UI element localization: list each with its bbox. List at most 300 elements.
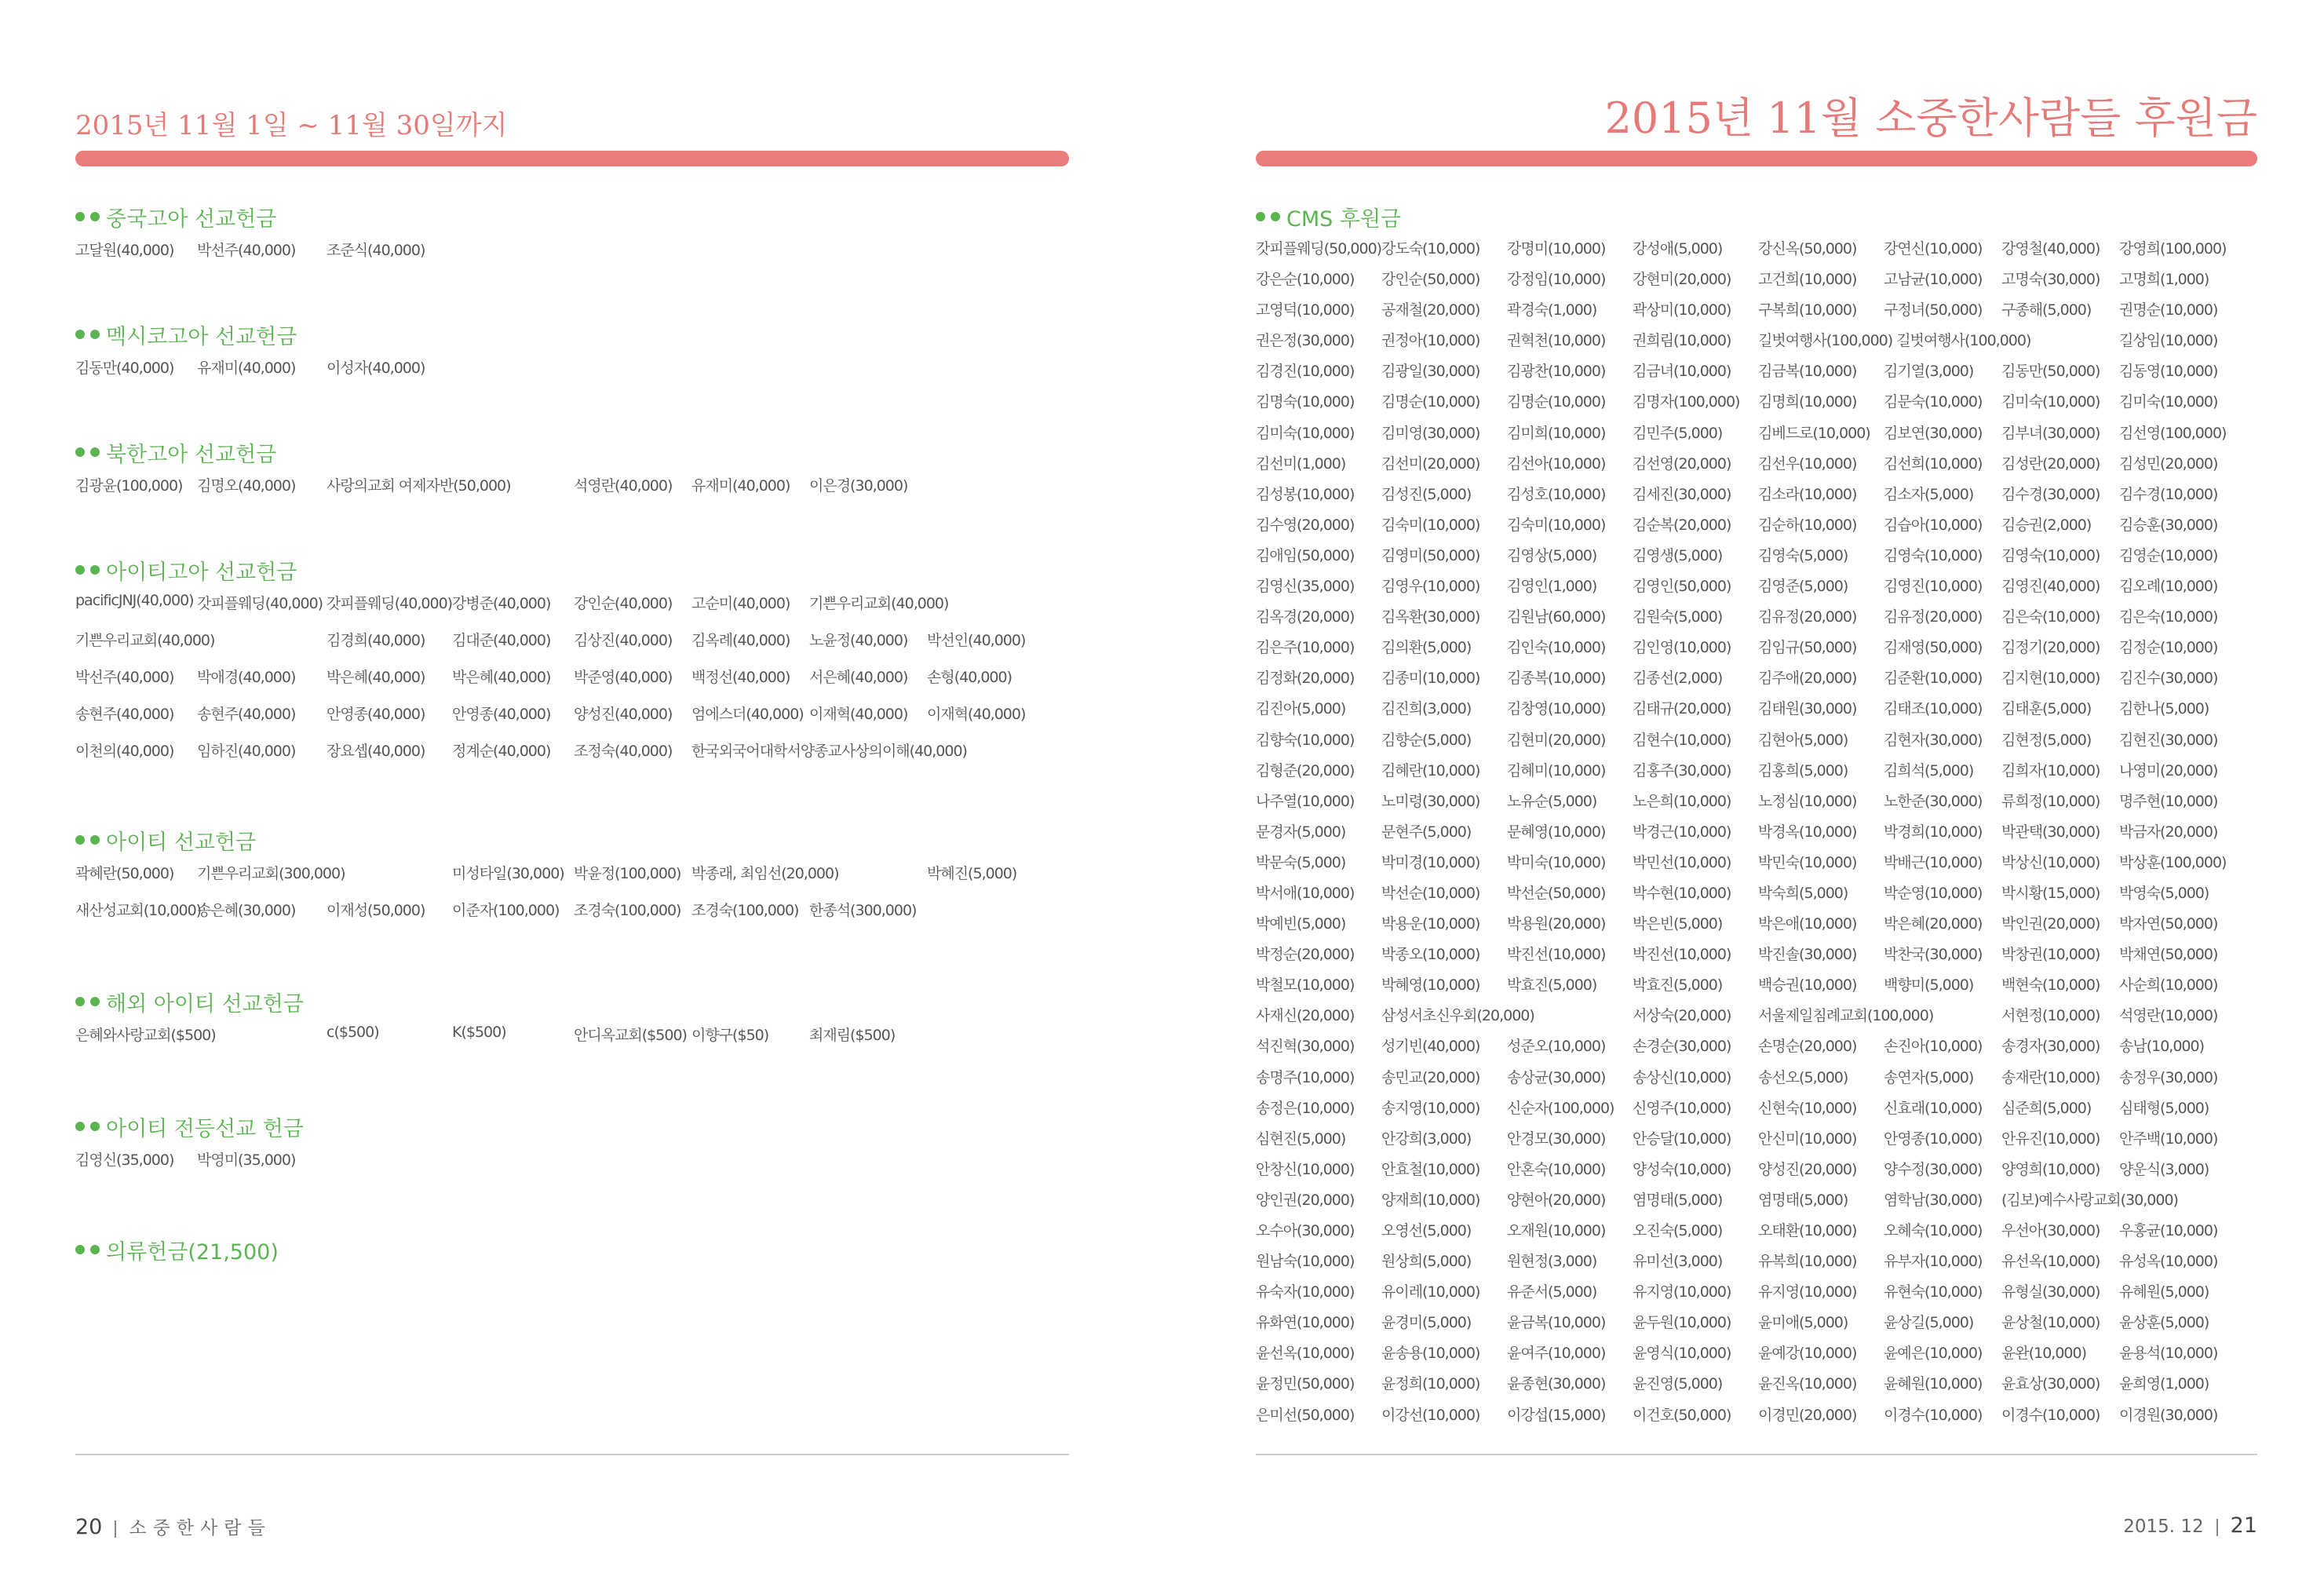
donor-entry: 안영종(40,000) [327, 706, 425, 723]
donor-entry: 강연신(10,000) [1884, 240, 1983, 257]
donor-entry: 송경자(30,000) [2001, 1038, 2100, 1056]
donor-entry: 박진솔(30,000) [1758, 946, 1857, 964]
donor-entry: 유미선(3,000) [1633, 1253, 1723, 1271]
donor-entry: 안유진(10,000) [2001, 1130, 2100, 1148]
donor-entry: 고명숙(30,000) [2001, 271, 2100, 289]
donor-entry: 길상임(10,000) [2119, 332, 2218, 350]
donor-entry: 김영인(50,000) [1633, 578, 1731, 596]
donor-entry: 강은순(10,000) [1256, 271, 1355, 289]
donor-entry: 윤금복(10,000) [1507, 1314, 1606, 1332]
bullet-dots-icon [75, 1122, 100, 1131]
donor-entry: 박상훈(100,000) [2119, 853, 2227, 871]
offering-section [75, 436, 908, 505]
donor-entry: 나영미(20,000) [2119, 761, 2218, 779]
donor-entry: 송남(10,000) [2119, 1038, 2205, 1056]
donor-entry: 이향구($50) [691, 1027, 769, 1044]
donor-entry: 신효래(10,000) [1884, 1099, 1983, 1117]
donor-entry: 손경순(30,000) [1633, 1038, 1731, 1056]
donor-entry: 이재혁(40,000) [809, 706, 908, 723]
donor-entry: 안혼숙(10,000) [1507, 1160, 1606, 1178]
donor-entry: 사순희(10,000) [2119, 976, 2218, 995]
donor-entry: 김재영(50,000) [1884, 639, 1983, 657]
donor-entry: 고명희(1,000) [2119, 271, 2209, 289]
donor-entry: 이은경(30,000) [809, 477, 908, 495]
donor-entry: 성기빈(40,000) [1381, 1038, 1480, 1056]
donor-entry: 김선미(1,000) [1256, 454, 1346, 473]
donor-entry: 김숙미(10,000) [1507, 516, 1606, 534]
donor-entry: 윤상훈(5,000) [2119, 1314, 2209, 1332]
donor-entry: 은혜와사랑교회($500) [75, 1027, 216, 1044]
cms-donor-row [1256, 692, 2209, 723]
donor-entry: 원남숙(10,000) [1256, 1253, 1355, 1271]
cms-donor-row [1256, 385, 2218, 416]
section-title-text: 아이티 전등선교 헌금 [106, 1116, 304, 1141]
donor-entry: 유혜원(5,000) [2119, 1283, 2209, 1301]
bullet-dots-icon [75, 997, 100, 1006]
donor-entry: 윤예강(10,000) [1758, 1345, 1857, 1363]
donor-entry: 박관택(30,000) [2001, 823, 2100, 841]
donor-entry: 김승권(2,000) [2001, 516, 2092, 534]
donor-entry: 박순영(10,000) [1884, 884, 1983, 902]
donor-entry: 원상희(5,000) [1381, 1253, 1472, 1271]
donor-entry: 박예빈(5,000) [1256, 915, 1346, 933]
donor-entry: 이재성(50,000) [327, 902, 425, 919]
donor-entry: 곽상미(10,000) [1633, 301, 1731, 319]
donor-entry: 안주백(10,000) [2119, 1130, 2218, 1148]
donor-entry: 권정아(10,000) [1381, 332, 1480, 350]
donor-entry: 김인숙(10,000) [1507, 639, 1606, 657]
cms-donor-row [1256, 1030, 2205, 1060]
donor-entry: 석진혁(30,000) [1256, 1038, 1355, 1056]
donor-entry: 구정녀(50,000) [1884, 301, 1983, 319]
cms-donor-row [1256, 1184, 2178, 1214]
donor-entry: 이재혁(40,000) [927, 706, 1026, 723]
donor-row [75, 696, 1026, 733]
cms-donor-row [1256, 1092, 2209, 1122]
donor-entry: 문혜영(10,000) [1507, 823, 1606, 841]
donor-entry: 김은주(10,000) [1256, 639, 1355, 657]
cms-section [1256, 201, 2227, 1429]
donor-entry: 심현진(5,000) [1256, 1130, 1346, 1148]
donor-entry: 김애임(50,000) [1256, 546, 1355, 564]
donor-entry: 유형실(30,000) [2001, 1283, 2100, 1301]
donor-entry: 양운식(3,000) [2119, 1160, 2209, 1178]
main-title: 2015년 11월 소중한사람들 후원금 [1604, 93, 2257, 143]
donor-entry: 조준식(40,000) [327, 242, 425, 259]
donor-entry: 박진선(10,000) [1507, 946, 1606, 964]
cms-donor-row [1256, 846, 2227, 877]
donor-entry: 김영신(35,000) [1256, 578, 1355, 596]
offering-section [75, 201, 425, 269]
donor-entry: 이경민(20,000) [1758, 1406, 1857, 1424]
donor-entry: 김영상(5,000) [1507, 546, 1597, 564]
cms-donor-row [1256, 938, 2218, 969]
donor-entry: 윤예은(10,000) [1884, 1345, 1983, 1363]
right-page [1162, 0, 2324, 1595]
donor-entry: 김준환(10,000) [1884, 670, 1983, 688]
donor-entry: 박정순(20,000) [1256, 946, 1355, 964]
donor-entry: 심태형(5,000) [2119, 1099, 2209, 1117]
donor-entry: 김영진(40,000) [2001, 578, 2100, 596]
donor-entry: 구복희(10,000) [1758, 301, 1857, 319]
donor-entry: 김순하(10,000) [1758, 516, 1857, 534]
donor-entry: 기쁜우리교회(40,000) [809, 595, 949, 612]
section-title-text: 중국고아 선교헌금 [106, 206, 277, 232]
donor-entry: 김현수(10,000) [1633, 731, 1731, 749]
donor-entry: 김승훈(30,000) [2119, 516, 2218, 534]
donor-entry: 김광일(30,000) [1381, 363, 1480, 381]
cms-donor-row [1256, 1122, 2218, 1153]
cms-donor-row [1256, 1367, 2209, 1398]
donor-row [75, 892, 917, 929]
donor-entry: 우선아(30,000) [2001, 1222, 2100, 1239]
page-number: 20 [75, 1515, 103, 1539]
donor-entry: 김성진(5,000) [1381, 485, 1472, 503]
donor-entry: K($500) [452, 1024, 506, 1041]
cms-donor-row [1256, 1276, 2209, 1306]
donor-entry: 윤정민(50,000) [1256, 1375, 1355, 1393]
donor-entry: 박미숙(10,000) [1507, 853, 1606, 871]
cms-donor-row [1256, 1337, 2218, 1367]
donor-entry: 박서애(10,000) [1256, 884, 1355, 902]
donor-entry: 김선영(20,000) [1633, 454, 1731, 473]
donor-entry: 김옥례(40,000) [691, 632, 790, 649]
donor-entry: 김인영(10,000) [1633, 639, 1731, 657]
donor-entry: 백승권(10,000) [1758, 976, 1857, 995]
cms-donor-row [1256, 294, 2218, 324]
donor-row [75, 659, 1012, 696]
donor-entry: 백향미(5,000) [1884, 976, 1974, 995]
donor-entry: 김향순(5,000) [1381, 731, 1472, 749]
donor-entry: 노미령(30,000) [1381, 792, 1480, 810]
donor-entry: 박선주(40,000) [75, 669, 174, 686]
donor-entry: 오수아(30,000) [1256, 1222, 1355, 1239]
donor-entry: 김영진(10,000) [1884, 578, 1983, 596]
section-title-text: 아이티 선교헌금 [106, 830, 257, 855]
cms-donor-row [1256, 509, 2218, 539]
donor-entry: 김경진(10,000) [1256, 363, 1355, 381]
donor-entry: 정계순(40,000) [452, 743, 551, 760]
cms-donor-row [1256, 1399, 2218, 1429]
donor-entry: 박진선(10,000) [1633, 946, 1731, 964]
section-title-text: 멕시코고아 선교헌금 [106, 324, 297, 349]
donor-row [75, 468, 908, 505]
donor-entry: 유성옥(10,000) [2119, 1253, 2218, 1271]
donor-entry: 손명순(20,000) [1758, 1038, 1857, 1056]
donor-entry: 권은정(30,000) [1256, 332, 1355, 350]
donor-entry: 새산성교회(10,000) [75, 902, 202, 919]
bullet-dots-icon [75, 1245, 100, 1254]
donor-entry: 윤정희(10,000) [1381, 1375, 1480, 1393]
donor-entry: 박선순(10,000) [1381, 884, 1480, 902]
donor-entry: 윤용석(10,000) [2119, 1345, 2218, 1363]
cms-donor-row [1256, 631, 2218, 662]
donor-entry: 윤미애(5,000) [1758, 1314, 1848, 1332]
donor-row [75, 232, 425, 269]
donor-entry: 김명자(100,000) [1633, 393, 1740, 411]
donor-entry: 박시황(15,000) [2001, 884, 2100, 902]
section-title [75, 319, 297, 350]
donor-entry: 이강섭(15,000) [1507, 1406, 1606, 1424]
donor-entry: 송연자(5,000) [1884, 1068, 1974, 1086]
donor-entry: 안영종(10,000) [1884, 1130, 1983, 1148]
section-title [75, 1111, 304, 1142]
donor-entry: 김부녀(30,000) [2001, 424, 2100, 442]
donor-entry: 김명희(10,000) [1758, 393, 1857, 411]
donor-entry: 조경숙(100,000) [691, 902, 799, 919]
donor-entry: 김성호(10,000) [1507, 485, 1606, 503]
donor-entry: 김명순(10,000) [1507, 393, 1606, 411]
donor-entry: 노윤정(40,000) [809, 632, 908, 649]
donor-entry: 박준영(40,000) [574, 669, 673, 686]
donor-entry: 강현미(20,000) [1633, 271, 1731, 289]
donor-entry: 김희석(5,000) [1884, 761, 1974, 779]
donor-entry: 박철모(10,000) [1256, 976, 1355, 995]
donor-entry: 양현아(20,000) [1507, 1191, 1606, 1209]
donor-entry: 박미경(10,000) [1381, 853, 1480, 871]
donor-entry: 임하진(40,000) [197, 743, 296, 760]
left-folio [75, 1513, 272, 1539]
donor-entry: 박찬국(30,000) [1884, 946, 1983, 964]
donor-entry: 김성란(20,000) [2001, 454, 2100, 473]
donor-entry: 김금녀(10,000) [1633, 363, 1731, 381]
donor-entry: 김소라(10,000) [1758, 485, 1857, 503]
donor-entry: 김형준(20,000) [1256, 761, 1355, 779]
donor-entry: 김광윤(100,000) [75, 477, 183, 495]
donor-entry: 김은숙(10,000) [2001, 608, 2100, 626]
right-footer-rule [1256, 1454, 2257, 1455]
donor-entry: 윤완(10,000) [2001, 1345, 2087, 1363]
donor-entry: 박채연(50,000) [2119, 946, 2218, 964]
donor-entry: 조경숙(100,000) [574, 902, 681, 919]
donor-entry: 석영란(40,000) [574, 477, 673, 495]
donor-entry: 문현주(5,000) [1381, 823, 1472, 841]
magazine-name: 소중한사람들 [129, 1518, 272, 1538]
donor-entry: 이경수(10,000) [1884, 1406, 1983, 1424]
cms-donor-row [1256, 1153, 2209, 1184]
donor-entry: 구종해(5,000) [2001, 301, 2092, 319]
donor-entry: 박효진(5,000) [1507, 976, 1597, 995]
donor-entry: 서은혜(40,000) [809, 669, 908, 686]
bullet-dots-icon [75, 565, 100, 575]
donor-entry: 윤상길(5,000) [1884, 1314, 1974, 1332]
donor-entry: 박인권(20,000) [2001, 915, 2100, 933]
donor-entry: 김진아(5,000) [1256, 700, 1346, 718]
cms-donor-row [1256, 999, 2218, 1030]
donor-entry: 강영희(100,000) [2119, 240, 2227, 257]
donor-entry: 김정기(20,000) [2001, 639, 2100, 657]
donor-entry: 신순자(100,000) [1507, 1099, 1614, 1117]
donor-entry: 박은혜(20,000) [1884, 915, 1983, 933]
donor-entry: 박선순(50,000) [1507, 884, 1606, 902]
section-title-text: CMS 후원금 [1286, 206, 1402, 232]
donor-entry: 박종래, 최임선(20,000) [691, 865, 839, 882]
donor-entry: 최재림($500) [809, 1027, 896, 1044]
donor-entry: 김태훈(5,000) [2001, 700, 2092, 718]
donor-entry: 고건희(10,000) [1758, 271, 1857, 289]
donor-entry: 박은혜(40,000) [452, 669, 551, 686]
donor-entry: 박은혜(40,000) [327, 669, 425, 686]
donor-entry: 윤여주(10,000) [1507, 1345, 1606, 1363]
donor-entry: 은미선(50,000) [1256, 1406, 1355, 1424]
donor-entry: 김홍희(5,000) [1758, 761, 1848, 779]
donor-entry: 김한나(5,000) [2119, 700, 2209, 718]
donor-entry: 길벗여행사(100,000) 길벗여행사(100,000) [1758, 332, 2031, 350]
donor-entry: 김선희(10,000) [1884, 454, 1983, 473]
donor-entry: 장요셉(40,000) [327, 743, 425, 760]
donor-entry: 김현자(30,000) [1884, 731, 1983, 749]
donor-entry: 김선우(10,000) [1758, 454, 1857, 473]
donor-row [75, 586, 949, 622]
section-title-text: 의류헌금(21,500) [106, 1239, 279, 1265]
donor-entry: 박혜진(5,000) [927, 865, 1017, 882]
donor-entry: 양영희(10,000) [2001, 1160, 2100, 1178]
donor-entry: 김미숙(10,000) [2001, 393, 2100, 411]
donor-entry: 김습아(10,000) [1884, 516, 1983, 534]
donor-entry: 곽혜란(50,000) [75, 865, 174, 882]
cms-donor-row [1256, 417, 2227, 447]
donor-entry: 박영숙(5,000) [2119, 884, 2209, 902]
donor-entry: 김수경(10,000) [2119, 485, 2218, 503]
donor-entry: 석영란(10,000) [2119, 1007, 2218, 1025]
donor-row [75, 350, 425, 387]
donor-entry: 노유순(5,000) [1507, 792, 1597, 810]
donor-entry: 김기열(3,000) [1884, 363, 1974, 381]
donor-entry: 김종복(10,000) [1507, 670, 1606, 688]
donor-entry: 유재미(40,000) [691, 477, 790, 495]
donor-entry: 강영철(40,000) [2001, 240, 2100, 257]
cms-donor-row [1256, 907, 2218, 938]
section-title [75, 201, 276, 232]
donor-entry: 오태환(10,000) [1758, 1222, 1857, 1239]
donor-entry: 박경옥(10,000) [1758, 823, 1857, 841]
donor-entry: 한국외국어대학서양종교사상의이해(40,000) [691, 743, 967, 760]
donor-entry: 노은희(10,000) [1633, 792, 1731, 810]
donor-entry: 이건호(50,000) [1633, 1406, 1731, 1424]
donor-entry: 권혁천(10,000) [1507, 332, 1606, 350]
donor-entry: 안신미(10,000) [1758, 1130, 1857, 1148]
donor-entry: 유선옥(10,000) [2001, 1253, 2100, 1271]
donor-entry: 심준희(5,000) [2001, 1099, 2092, 1117]
donor-entry: 김영생(5,000) [1633, 546, 1723, 564]
donor-entry: 김원숙(5,000) [1633, 608, 1723, 626]
donor-entry: 김오례(10,000) [2119, 578, 2218, 596]
donor-entry: 서상숙(20,000) [1633, 1007, 1731, 1025]
left-title-bar [75, 151, 1069, 166]
cms-donor-row [1256, 600, 2218, 631]
donor-entry: 송지영(10,000) [1381, 1099, 1480, 1117]
offering-section [75, 824, 1017, 929]
right-folio [2123, 1513, 2257, 1538]
donor-entry: 이천의(40,000) [75, 743, 174, 760]
donor-entry: 김성봉(10,000) [1256, 485, 1355, 503]
donor-entry: 양재희(10,000) [1381, 1191, 1480, 1209]
donor-entry: 김베드로(10,000) [1758, 424, 1870, 442]
donor-entry: 김영순(10,000) [2119, 546, 2218, 564]
donor-entry: 김종미(10,000) [1381, 670, 1480, 688]
donor-entry: 김영숙(10,000) [2001, 546, 2100, 564]
donor-entry: 삼성서초신우회(20,000) [1381, 1007, 1534, 1025]
donor-entry: 고영덕(10,000) [1256, 301, 1355, 319]
donor-entry: 양수정(30,000) [1884, 1160, 1983, 1178]
donor-entry: 양인권(20,000) [1256, 1191, 1355, 1209]
donor-entry: 오재원(10,000) [1507, 1222, 1606, 1239]
donor-entry: 송선오(5,000) [1758, 1068, 1848, 1086]
folio-divider [115, 1520, 116, 1538]
donor-entry: 김미숙(10,000) [1256, 424, 1355, 442]
cms-donor-row [1256, 1061, 2218, 1092]
donor-entry: 박창권(10,000) [2001, 946, 2100, 964]
donor-entry: 박민선(10,000) [1633, 853, 1731, 871]
donor-entry: 갓피플웨딩(40,000) [327, 595, 453, 612]
donor-entry: 송정우(30,000) [2119, 1068, 2218, 1086]
donor-entry: 윤영식(10,000) [1633, 1345, 1731, 1363]
donor-entry: 사랑의교회 여제자반(50,000) [327, 477, 511, 495]
section-title-text: 해외 아이티 선교헌금 [106, 991, 304, 1016]
donor-entry: 김옥경(20,000) [1256, 608, 1355, 626]
donor-entry: 김진희(3,000) [1381, 700, 1472, 718]
offering-section [75, 554, 1026, 770]
donor-entry: 노한준(30,000) [1884, 792, 1983, 810]
cms-donor-row [1256, 969, 2218, 999]
donor-entry: 김광찬(10,000) [1507, 363, 1606, 381]
donor-entry: 송현주(40,000) [75, 706, 174, 723]
donor-entry: 안효철(10,000) [1381, 1160, 1480, 1178]
donor-entry: 유이레(10,000) [1381, 1283, 1480, 1301]
donor-entry: 안경모(30,000) [1507, 1130, 1606, 1148]
donor-entry: 김명오(40,000) [197, 477, 296, 495]
cms-donor-row [1256, 785, 2218, 816]
donor-entry: 김창영(10,000) [1507, 700, 1606, 718]
donor-entry: 박금자(20,000) [2119, 823, 2218, 841]
section-title [75, 824, 256, 856]
section-title [75, 554, 297, 586]
donor-entry: 김경희(40,000) [327, 632, 425, 649]
donor-entry: 김선미(20,000) [1381, 454, 1480, 473]
cms-donor-row [1256, 447, 2218, 478]
bullet-dots-icon [1256, 212, 1280, 221]
donor-entry: 윤진옥(10,000) [1758, 1375, 1857, 1393]
donor-entry: 유지영(10,000) [1758, 1283, 1857, 1301]
cms-donor-row [1256, 263, 2209, 294]
donor-entry: 고달원(40,000) [75, 242, 174, 259]
donor-entry: 이강선(10,000) [1381, 1406, 1480, 1424]
donor-entry: 명주현(10,000) [2119, 792, 2218, 810]
donor-entry: 기쁜우리교회(300,000) [197, 865, 345, 882]
donor-entry: 백정선(40,000) [691, 669, 790, 686]
donor-entry: 김문숙(10,000) [1884, 393, 1983, 411]
offering-section [75, 1111, 304, 1179]
donor-entry: 갓피플웨딩(40,000) [197, 595, 323, 612]
donor-entry: 김영인(1,000) [1507, 578, 1597, 596]
donor-entry: 김홍주(30,000) [1633, 761, 1731, 779]
donor-entry: 안강희(3,000) [1381, 1130, 1472, 1148]
donor-entry: 박혜영(10,000) [1381, 976, 1480, 995]
donor-row [75, 622, 1026, 659]
cms-donor-row [1256, 324, 2218, 355]
donor-entry: 김민주(5,000) [1633, 424, 1723, 442]
donor-entry: 김동영(10,000) [2119, 363, 2218, 381]
donor-entry: 윤상철(10,000) [2001, 1314, 2100, 1332]
donor-entry: 고순미(40,000) [691, 595, 790, 612]
donor-entry: 김성민(20,000) [2119, 454, 2218, 473]
donor-entry: 문경자(5,000) [1256, 823, 1346, 841]
donor-entry: 박수현(10,000) [1633, 884, 1731, 902]
donor-entry: 박문숙(5,000) [1256, 853, 1346, 871]
cms-donor-row [1256, 539, 2218, 570]
bullet-dots-icon [75, 835, 100, 845]
donor-entry: 김임규(50,000) [1758, 639, 1857, 657]
